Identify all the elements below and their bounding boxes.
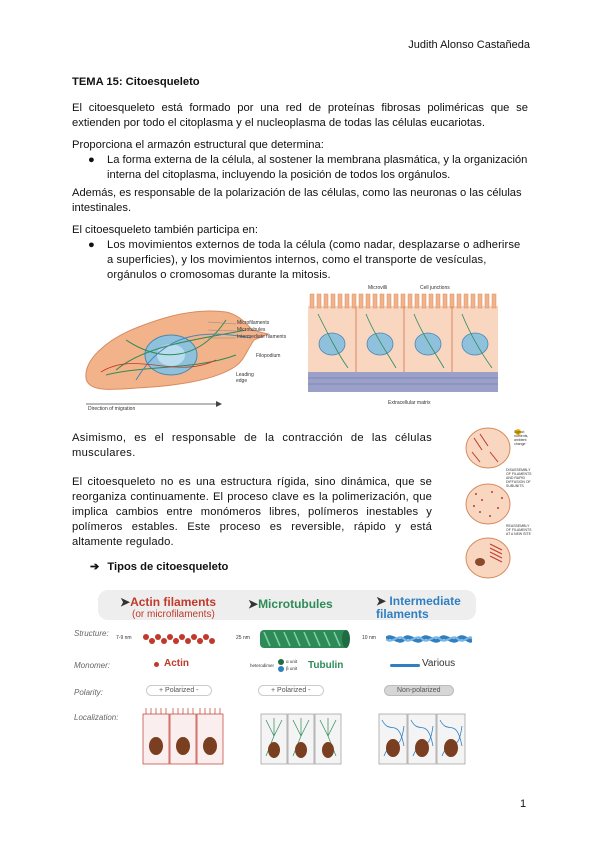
microtubule-polarity-badge: + Polarized - <box>258 685 324 696</box>
fig1-label-direction: Direction of migration <box>88 406 136 412</box>
fig3-label-signal: Signal: nutrients, ambient change <box>514 430 529 446</box>
microtubule-drawing <box>260 628 352 650</box>
col-actin-header <box>120 595 216 609</box>
fig1-label-filopodium: Filopodium <box>256 353 281 359</box>
polarizacion-paragraph: Además, es responsable de la polarización de las células, como las neuronas o las células intestinales. <box>72 187 522 214</box>
actin-monomer-label: Actin <box>164 658 189 669</box>
dinamico-paragraph: El citoesqueleto no es una estructura rígida, sino dinámica, que se reorganiza continuamente. El proceso clave es la polimerización, que implica cambios entre monómeros libres, polímeros inestables y polímeros estables. Este proceso es reversible, rápido y está altamente regulado. <box>72 476 432 548</box>
intermediate-monomer-bar <box>390 664 420 667</box>
fig1-label-intermediate: Intermediate filaments <box>237 334 287 340</box>
epithelial-cells-figure <box>308 284 498 409</box>
fig3-label-reassembly: REASSEMBLY OF FILAMENTS AT A NEW SITE <box>506 524 532 536</box>
fig1-label-microtubules: Microtubules <box>237 327 266 333</box>
armazon-bullet-text: La forma externa de la célula, al sostener la membrana plasmática, y la organización interna del citoplasma, incluyendo la posición de todos los orgánulos. <box>107 154 528 181</box>
col-microtubules-header <box>248 597 333 611</box>
tubulin-prefix: heterodimer <box>250 663 275 668</box>
arrow-icon: ➤ <box>248 597 259 611</box>
tubulin-monomer-label: Tubulin <box>308 660 344 671</box>
header-author: Judith Alonso Castañeda <box>408 39 530 51</box>
actin-size: 7-9 nm <box>116 635 132 641</box>
tubulin-alpha-dot <box>278 659 284 665</box>
tubulin-beta-dot <box>278 666 284 672</box>
tubulin-alpha-label: α unit <box>286 659 298 664</box>
intermediate-filament-drawing <box>386 633 472 645</box>
fig2-label-microvilli: Microvilli <box>368 285 388 291</box>
row-label-monomer: Monomer: <box>74 661 111 670</box>
col-intermediate-header <box>376 595 476 621</box>
tubulin-beta-label: β unit <box>286 666 298 671</box>
col-actin-title: Actin filaments <box>130 595 217 609</box>
armazon-lead: Proporciona el armazón estructural que determina: <box>72 139 324 151</box>
bullet-dot: ● <box>88 239 95 251</box>
bullet-dot: ● <box>88 154 95 166</box>
movimiento-bullet-text: Los movimientos externos de toda la célula (como nadar, desplazarse o adherirse a superficies), y los movimientos internos, como el transporte de vesículas, orgánulos o cromosomas durante la mitosis. <box>107 239 521 281</box>
arrow-icon: ➔ <box>90 561 100 573</box>
microtubule-size: 25 nm <box>236 635 250 641</box>
intermediate-localization-drawing <box>378 706 468 766</box>
fig2-label-ecm: Extracellular matrix <box>388 400 431 406</box>
cytoskeleton-types-table <box>72 588 482 770</box>
actin-polarity-badge: + Polarized - <box>146 685 212 696</box>
arrow-icon: ➤ <box>376 594 387 608</box>
microtubule-localization-drawing <box>260 706 344 766</box>
migrating-cell-figure <box>76 300 296 412</box>
col-actin-subtitle: (or microfilaments) <box>132 609 215 620</box>
intermediate-monomer-label: Various <box>422 658 456 669</box>
contraccion-paragraph: Asimismo, es el responsable de la contracción de las células musculares. <box>72 432 432 459</box>
col-microtubules-title: Microtubules <box>258 597 333 611</box>
tipos-heading <box>90 560 228 575</box>
row-label-structure: Structure: <box>74 629 109 638</box>
fig2-label-cell-junctions: Cell junctions <box>420 285 450 291</box>
tipos-heading-text: Tipos de citoesqueleto <box>107 561 229 573</box>
page-title: TEMA 15: Citoesqueleto <box>72 76 200 88</box>
fig1-label-leading-edge: Leading edge <box>236 372 254 384</box>
fig3-label-disassembly: DISASSEMBLY OF FILAMENTS AND RAPID DIFFUSION OF SUBUNITS <box>506 468 532 488</box>
actin-filament-drawing <box>142 633 216 645</box>
row-label-polarity: Polarity: <box>74 688 103 697</box>
intermediate-polarity-badge: Non-polarized <box>384 685 454 696</box>
arrow-icon: ➤ <box>120 595 131 609</box>
reassembly-figure <box>462 420 534 580</box>
fig1-label-microfilaments: Microfilaments <box>237 320 270 326</box>
col-intermediate-title: Intermediate filaments <box>376 594 461 621</box>
intro-paragraph: El citoesqueleto está formado por una red de proteínas fibrosas poliméricas que se extienden por todo el citoplasma y el nucleoplasma de todas las células eucariotas. <box>72 102 528 129</box>
actin-localization-drawing <box>142 706 226 766</box>
movimiento-lead: El citoesqueleto también participa en: <box>72 224 258 236</box>
intermediate-size: 10 nm <box>362 635 376 641</box>
page-number: 1 <box>520 798 527 810</box>
actin-monomer-dot <box>154 662 159 667</box>
row-label-localization: Localization: <box>74 713 119 722</box>
